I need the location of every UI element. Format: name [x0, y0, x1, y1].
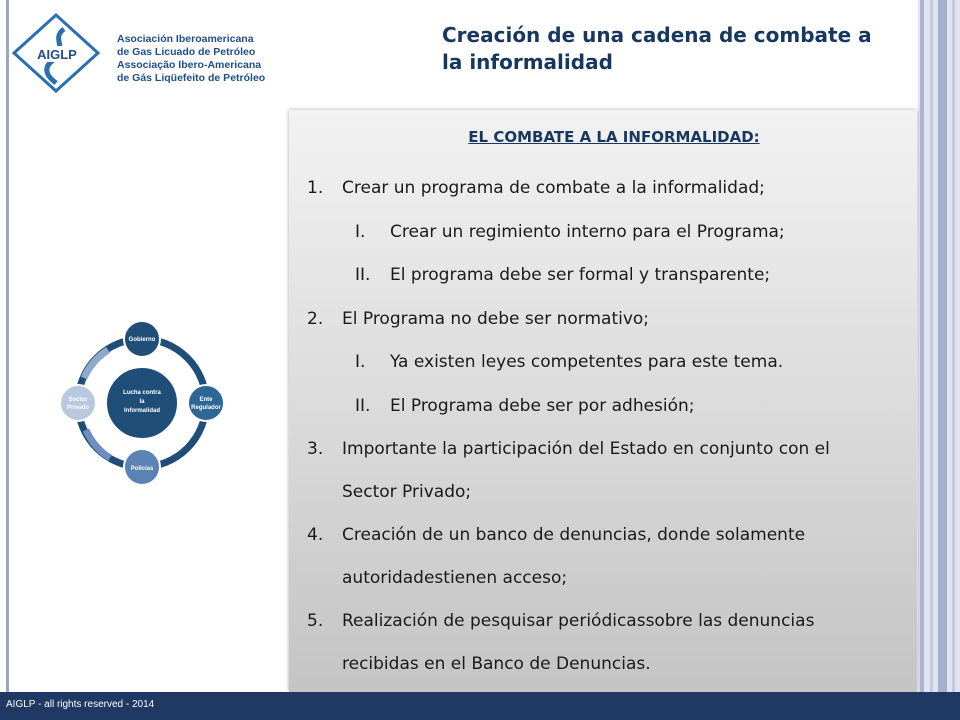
list-text: Crear un programa de combate a la informalidad;: [342, 178, 765, 198]
list-text: El Programa no debe ser normativo;: [342, 309, 650, 329]
node-label-left: Sector: [68, 397, 88, 403]
center-label: Lucha contra: [123, 390, 161, 396]
logo-line: Asociación Iberoamericana: [117, 33, 254, 45]
list-number: 4.: [307, 525, 324, 545]
list-number: I.: [355, 352, 366, 372]
list-number: II.: [355, 265, 371, 285]
logo-text-block: [117, 33, 265, 85]
footer-copyright: AIGLP - all rights reserved - 2014: [6, 699, 155, 710]
logo-mark-text: AIGLP: [37, 47, 77, 62]
center-label: Informalidad: [123, 408, 161, 414]
list-number: 2.: [307, 309, 324, 329]
node-label-left: Privado: [66, 405, 90, 411]
diagram-node-left: [60, 385, 96, 421]
list-text: Realización de pesquisar periódicassobre las denuncias: [342, 611, 815, 631]
page-title: [442, 22, 902, 76]
list-number: I.: [355, 222, 366, 242]
aiglp-emblem-icon: [12, 13, 102, 93]
list-text: Crear un regimiento interno para el Programa;: [390, 222, 785, 242]
list-number: 3.: [307, 439, 324, 459]
list-number: 5.: [307, 611, 324, 631]
list-text: Creación de un banco de denuncias, donde solamente: [342, 525, 806, 545]
cycle-diagram: [48, 318, 238, 493]
center-label: la: [139, 399, 145, 405]
node-label-bottom: Policías: [130, 466, 154, 472]
aiglp-logo: [12, 13, 266, 93]
list-text: El Programa debe ser por adhesión;: [390, 396, 695, 416]
list-text: El programa debe ser formal y transparente;: [390, 265, 771, 285]
logo-line: Associação Ibero-Americana: [117, 59, 262, 71]
list-text: Sector Privado;: [342, 482, 472, 502]
logo-line: de Gás Liqüefeito de Petróleo: [117, 72, 266, 84]
list-text: Ya existen leyes competentes para este tema.: [390, 352, 784, 372]
node-label-top: Gobierno: [128, 337, 156, 343]
footer-bar: [0, 692, 960, 720]
title-line-1: Creación de una cadena de combate a: [442, 23, 872, 47]
diagram-node-right: [188, 385, 224, 421]
right-decorative-bars: [918, 0, 960, 692]
node-label-right: Ente: [199, 397, 213, 403]
list-text: recibidas en el Banco de Denuncias.: [342, 654, 651, 674]
content-panel: [289, 110, 917, 692]
title-line-2: la informalidad: [442, 50, 613, 74]
panel-heading: EL COMBATE A LA INFORMALIDAD:: [468, 128, 760, 146]
list-text: Importante la participación del Estado en conjunto con el: [342, 439, 830, 459]
logo-line: de Gas Licuado de Petróleo: [117, 46, 256, 58]
list-text: autoridadestienen acceso;: [342, 568, 568, 588]
list-number: II.: [355, 396, 371, 416]
list-number: 1.: [307, 178, 324, 198]
node-label-right: Regulador: [191, 405, 221, 411]
left-border-line: [6, 0, 9, 692]
